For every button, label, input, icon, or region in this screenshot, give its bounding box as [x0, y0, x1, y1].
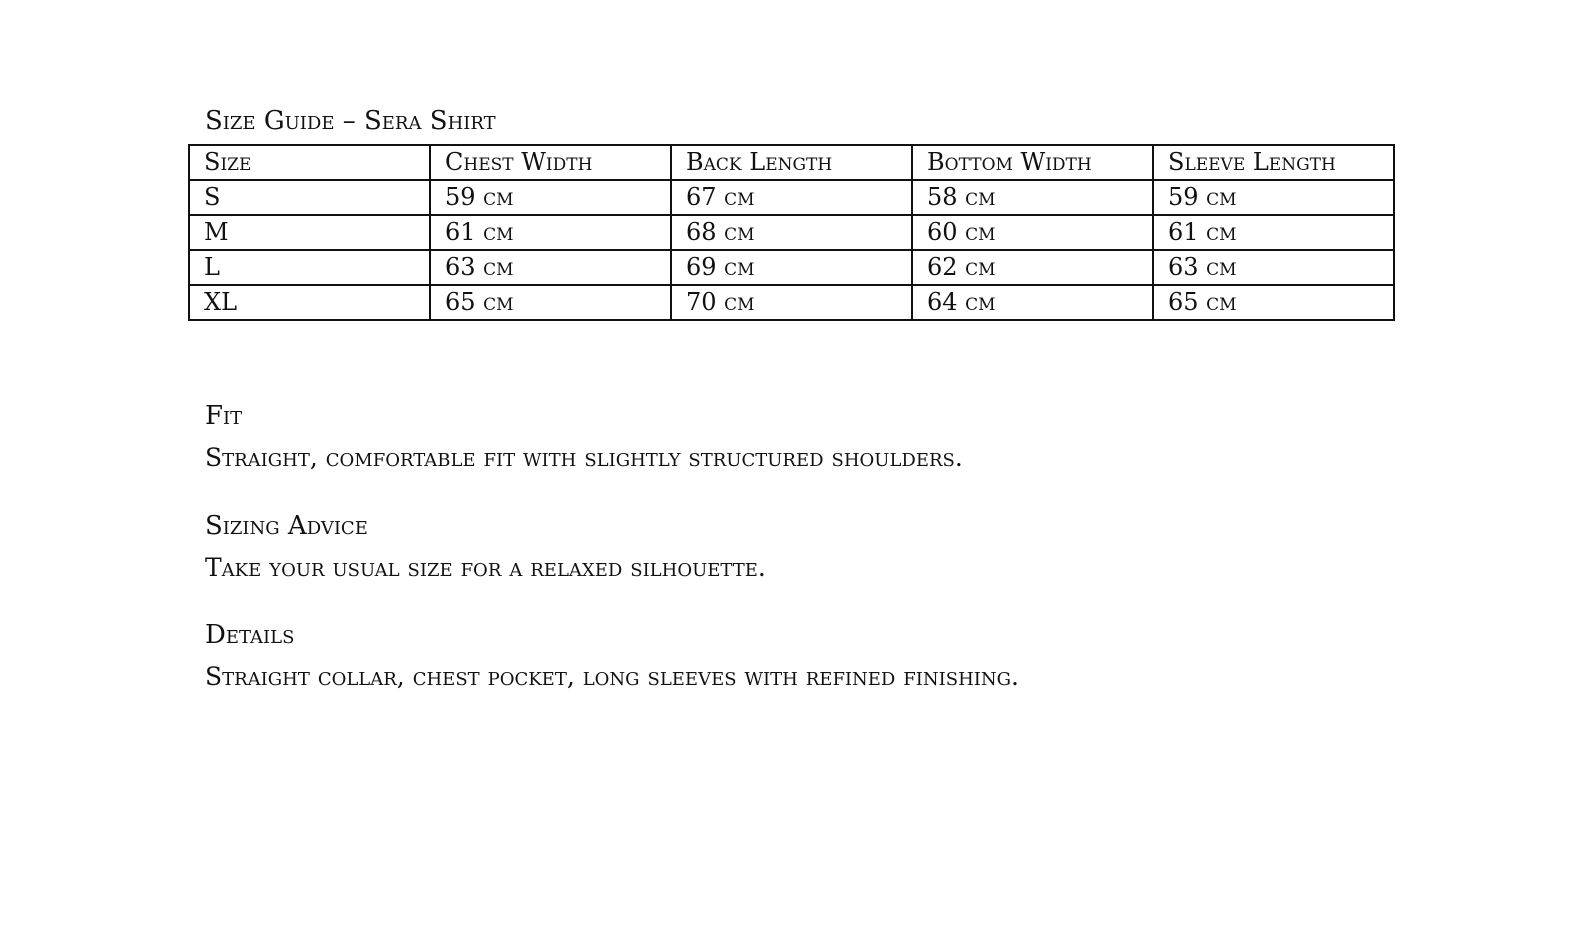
fit-text: Straight, comfortable fit with slightly structured shoulders. [205, 443, 963, 472]
details-heading: Details [205, 620, 295, 650]
header-size: Size [189, 145, 430, 180]
table-cell: 68 cm [671, 215, 912, 250]
sizing-advice-section [205, 509, 766, 585]
details-text: Straight collar, chest pocket, long sleeves with refined finishing. [205, 662, 1019, 691]
table-cell: 69 cm [671, 250, 912, 285]
header-chest-width: Chest Width [430, 145, 671, 180]
header-sleeve-length: Sleeve Length [1153, 145, 1394, 180]
table-body [189, 180, 1394, 320]
table-row [189, 180, 1394, 215]
fit-section [205, 399, 963, 475]
table-cell: 61 cm [1153, 215, 1394, 250]
table-row [189, 285, 1394, 320]
table-cell: 59 cm [1153, 180, 1394, 215]
table-cell: M [189, 215, 430, 250]
table-cell: 58 cm [912, 180, 1153, 215]
table-row [189, 215, 1394, 250]
table-cell: 63 cm [1153, 250, 1394, 285]
table-cell: 63 cm [430, 250, 671, 285]
table-cell: 60 cm [912, 215, 1153, 250]
header-bottom-width: Bottom Width [912, 145, 1153, 180]
details-section [205, 618, 1019, 694]
table-cell: 64 cm [912, 285, 1153, 320]
sizing-advice-heading: Sizing Advice [205, 511, 368, 541]
table-cell: 70 cm [671, 285, 912, 320]
table-cell: 62 cm [912, 250, 1153, 285]
table-header-row [189, 145, 1394, 180]
table-cell: 65 cm [1153, 285, 1394, 320]
table-cell: 67 cm [671, 180, 912, 215]
table-cell: L [189, 250, 430, 285]
fit-heading: Fit [205, 401, 243, 431]
page-title: Size Guide – Sera Shirt [205, 106, 496, 136]
sizing-advice-text: Take your usual size for a relaxed silhouette. [205, 553, 766, 582]
size-table [188, 144, 1395, 321]
table-cell: XL [189, 285, 430, 320]
table-cell: S [189, 180, 430, 215]
table-cell: 61 cm [430, 215, 671, 250]
table-cell: 59 cm [430, 180, 671, 215]
table-header [189, 145, 1394, 180]
table-row [189, 250, 1394, 285]
header-back-length: Back Length [671, 145, 912, 180]
table-cell: 65 cm [430, 285, 671, 320]
